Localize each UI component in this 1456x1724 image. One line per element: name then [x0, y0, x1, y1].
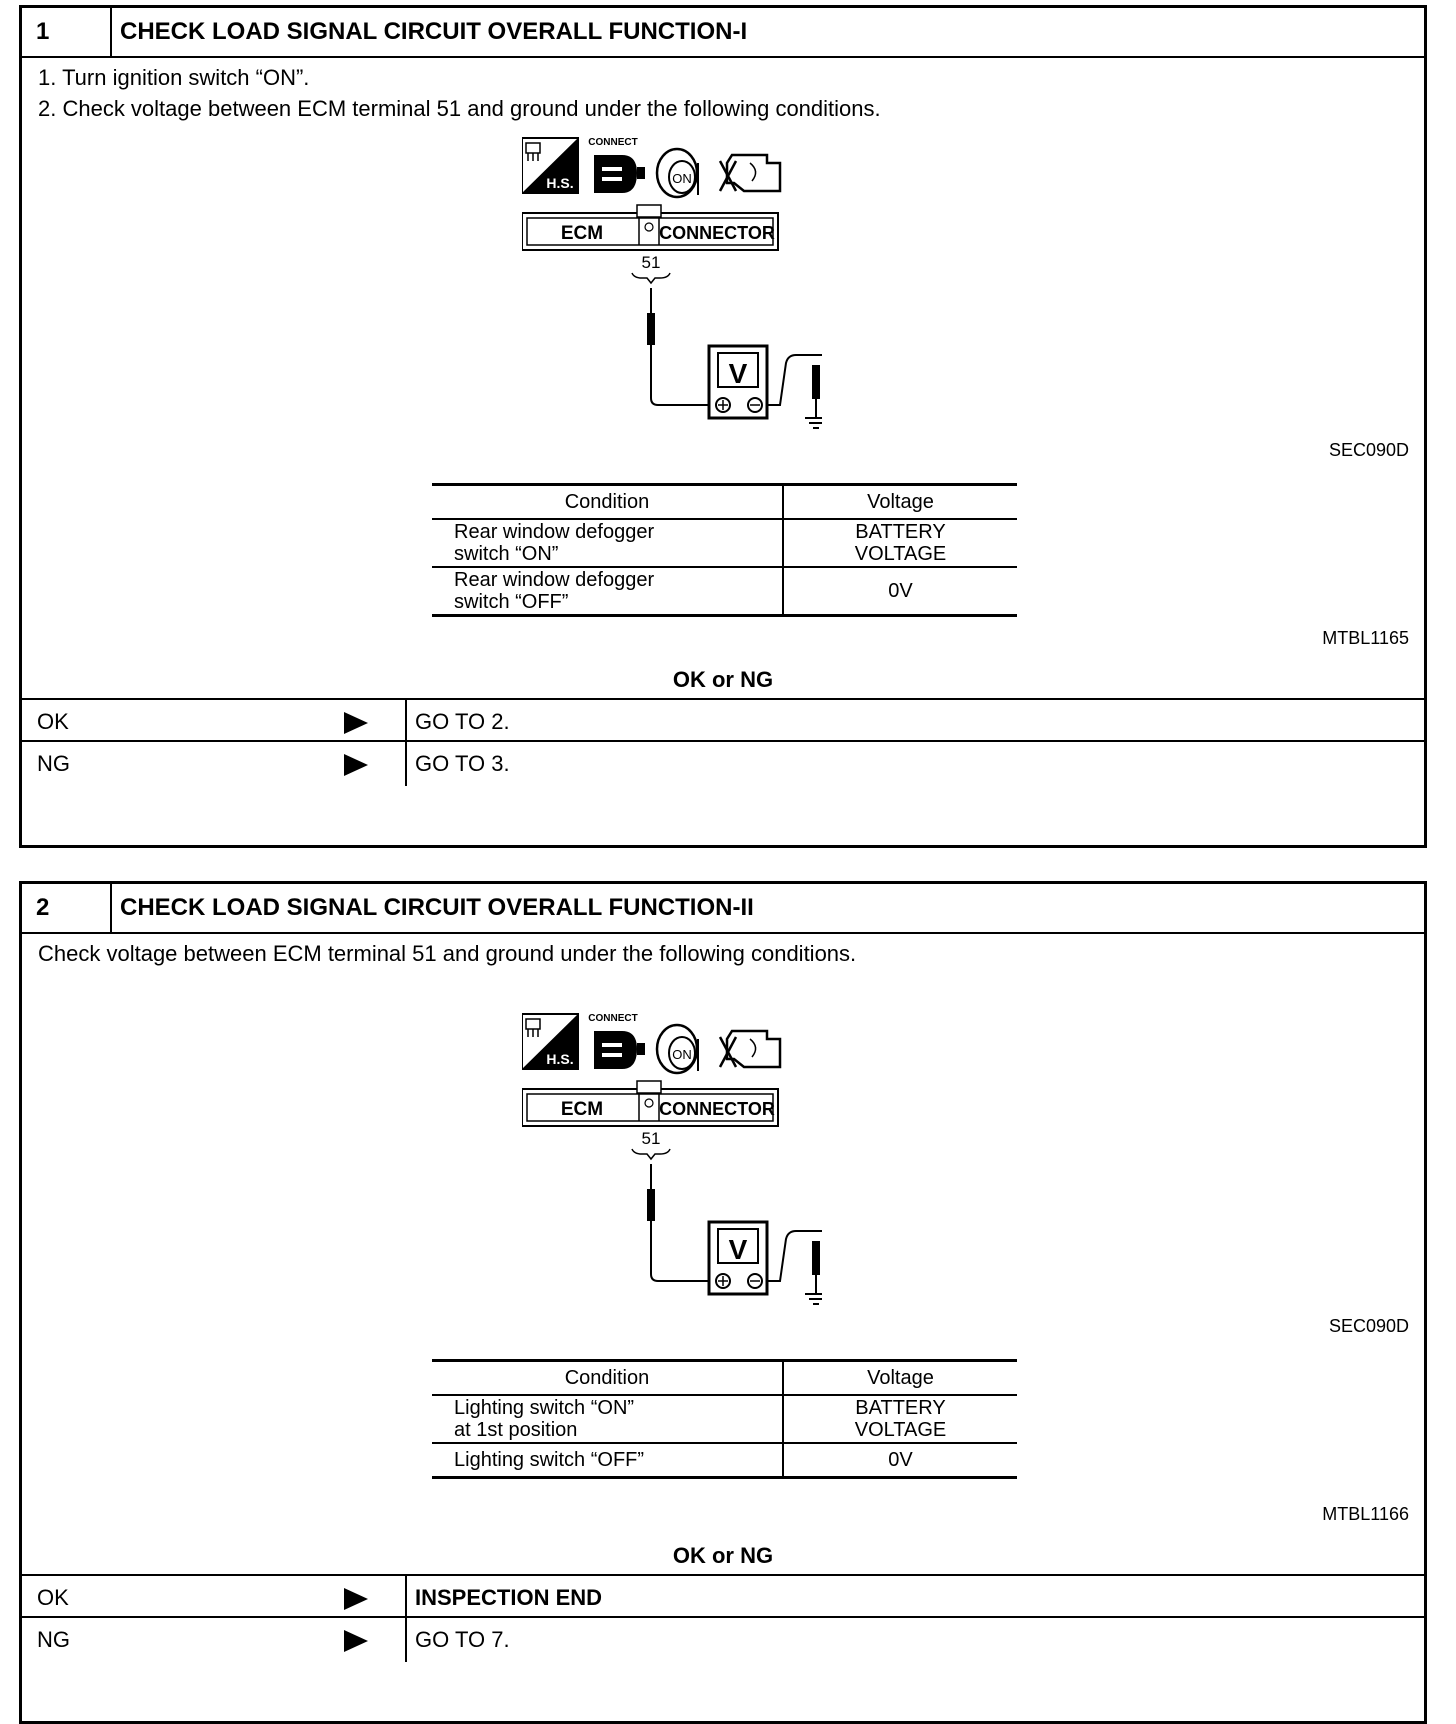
instruction-line: 2. Check voltage between ECM terminal 51 and ground under the following conditions. [38, 96, 881, 121]
voltage-text: BATTERY [855, 1397, 946, 1419]
hs-icon-label: H.S. [546, 1051, 574, 1067]
ignition-on-icon [657, 1025, 698, 1073]
result-action: GO TO 3. [405, 742, 510, 786]
voltage-cell [783, 567, 1017, 615]
condition-voltage-table [432, 483, 1017, 617]
condition-cell [432, 1443, 783, 1477]
ignition-on-label: ON [672, 171, 692, 186]
table-row [432, 1443, 1017, 1477]
voltage-text: VOLTAGE [854, 1419, 947, 1441]
result-row-ok [22, 1574, 1424, 1620]
arrow-right-icon [344, 712, 368, 734]
step-number: 2 [22, 884, 112, 932]
condition-text: Rear window defogger [454, 521, 655, 543]
connect-icon [588, 1013, 645, 1069]
table-header-voltage: Voltage [867, 490, 934, 513]
condition-text: Rear window defogger [454, 568, 655, 591]
table-header-condition: Condition [432, 485, 783, 520]
condition-text: at 1st position [454, 1419, 578, 1441]
table-figure-id: MTBL1165 [1322, 628, 1409, 648]
hs-icon-label: H.S. [546, 175, 574, 191]
arrow-right-icon [344, 1588, 368, 1610]
diagram-figure-id: SEC090D [1328, 1316, 1409, 1336]
instruction-line: 1. Turn ignition switch “ON”. [38, 65, 310, 90]
ignition-on-label: ON [672, 1047, 692, 1062]
result-action: GO TO 7. [405, 1618, 510, 1662]
step-1-panel [19, 5, 1427, 848]
condition-voltage-table [432, 1359, 1017, 1479]
terminal-number: 51 [641, 253, 661, 272]
voltage-text: 0V [888, 579, 913, 602]
connect-icon [588, 137, 645, 193]
ecm-label: ECM [560, 1099, 604, 1120]
instructions [38, 62, 881, 124]
result-row-ok [22, 698, 1424, 744]
voltage-cell [783, 519, 1017, 567]
voltmeter-label: V [728, 1234, 748, 1265]
instruction-line: Check voltage between ECM terminal 51 and ground under the following conditions. [38, 941, 857, 966]
ecm-voltage-check-diagram [522, 1009, 822, 1339]
result-key: OK [37, 1585, 69, 1610]
voltage-cell [783, 1443, 1017, 1477]
table-header-voltage: Voltage [867, 1366, 934, 1389]
table-header-row [432, 1361, 1017, 1396]
engine-off-icon [720, 155, 780, 191]
diagram-figure-id: SEC090D [1328, 440, 1409, 460]
voltage-text: BATTERY [855, 521, 946, 543]
result-key: NG [37, 1627, 70, 1652]
condition-text: switch “ON” [454, 543, 559, 565]
table-row [432, 519, 1017, 567]
voltmeter [709, 346, 767, 418]
result-key: OK [37, 709, 69, 734]
ok-or-ng-label: OK or NG [672, 1543, 774, 1568]
connect-icon-label: CONNECT [588, 1013, 638, 1024]
result-action: GO TO 2. [405, 700, 510, 744]
result-action: INSPECTION END [405, 1576, 602, 1620]
voltage-text: VOLTAGE [854, 543, 947, 565]
result-row-ng [22, 740, 1424, 786]
terminal-number: 51 [641, 1129, 661, 1148]
condition-cell [432, 519, 783, 567]
step-header [22, 884, 1424, 934]
condition-cell [432, 567, 783, 615]
engine-off-icon [720, 1031, 780, 1067]
condition-text: Lighting switch “ON” [454, 1397, 635, 1419]
step-number: 1 [22, 8, 112, 56]
table-row [432, 567, 1017, 615]
arrow-right-icon [344, 754, 368, 776]
ecm-connector [522, 1081, 778, 1126]
ecm-label: ECM [560, 223, 604, 244]
ignition-on-icon [657, 149, 698, 197]
condition-cell [432, 1395, 783, 1443]
connect-icon-label: CONNECT [588, 137, 638, 148]
voltage-text: 0V [888, 1448, 913, 1471]
voltmeter-label: V [728, 358, 748, 389]
ecm-connector [522, 205, 778, 250]
step-2-panel [19, 881, 1427, 1724]
table-header-row [432, 485, 1017, 520]
step-title: CHECK LOAD SIGNAL CIRCUIT OVERALL FUNCTION-I [120, 18, 748, 45]
instructions [38, 938, 856, 969]
condition-text: switch “OFF” [454, 590, 569, 613]
condition-text: Lighting switch “OFF” [454, 1448, 645, 1471]
voltmeter [709, 1222, 767, 1294]
result-row-ng [22, 1616, 1424, 1662]
voltage-cell [783, 1395, 1017, 1443]
hs-icon [522, 1014, 578, 1069]
table-header-condition: Condition [432, 1361, 783, 1396]
ok-or-ng-label: OK or NG [672, 667, 774, 692]
table-figure-id: MTBL1166 [1322, 1504, 1409, 1524]
hs-icon [522, 138, 578, 193]
result-key: NG [37, 751, 70, 776]
connector-label: CONNECTOR [659, 1099, 775, 1119]
connector-label: CONNECTOR [659, 223, 775, 243]
table-row [432, 1395, 1017, 1443]
step-header [22, 8, 1424, 58]
ecm-voltage-check-diagram [522, 133, 822, 463]
step-title: CHECK LOAD SIGNAL CIRCUIT OVERALL FUNCTION-II [120, 894, 754, 921]
arrow-right-icon [344, 1630, 368, 1652]
